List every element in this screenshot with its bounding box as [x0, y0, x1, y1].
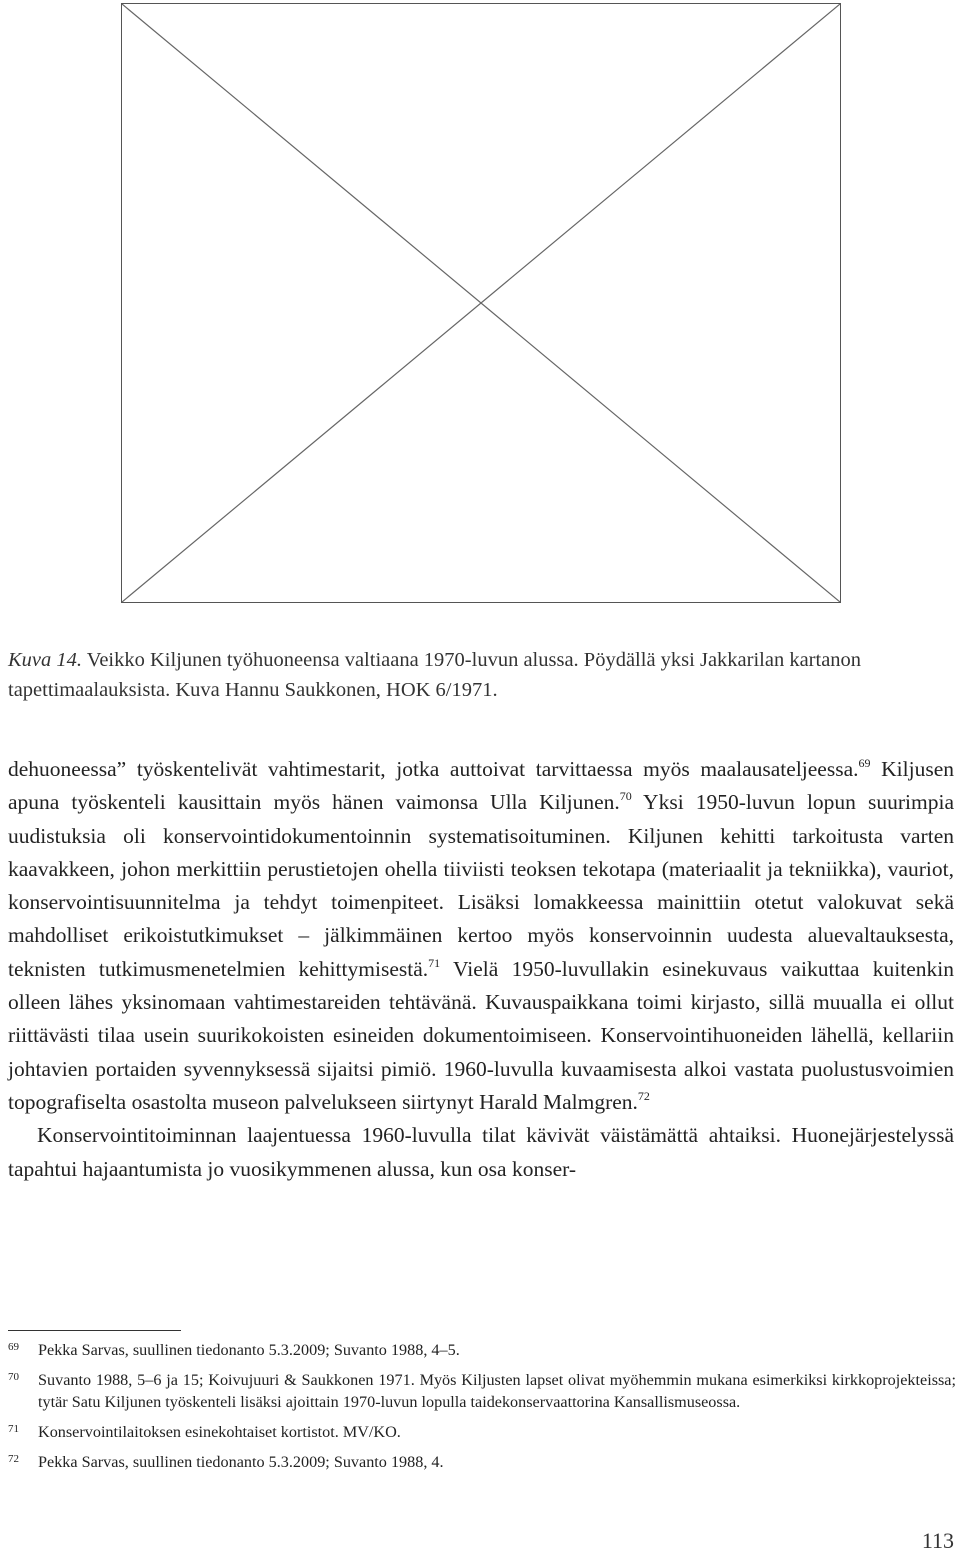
footnote-ref-70[interactable]: 70	[619, 789, 632, 804]
paragraph-2: Konservointitoiminnan laajentuessa 1960-luvulla tilat kävivät väistämättä ahtaiksi. Huonejärjestelyssä tapahtui hajaantumista jo vuosikymmenen alussa, kun osa konser-	[8, 1123, 954, 1181]
footnote-divider	[8, 1330, 181, 1331]
paragraph-1	[8, 753, 954, 1119]
footnote-ref-69[interactable]: 69	[858, 756, 871, 770]
footnote-text: Pekka Sarvas, suullinen tiedonanto 5.3.2009; Suvanto 1988, 4.	[38, 1453, 444, 1471]
figure-caption	[8, 645, 952, 705]
footnote-72	[8, 1451, 956, 1473]
footnote-69	[8, 1339, 956, 1361]
footnote-71	[8, 1421, 956, 1443]
paragraph-1-segment-1: dehuoneessa” työskentelivät vahtimestarit, jotka auttoivat tarvittaessa myös maalausateljeessa.	[8, 757, 859, 781]
footnote-text: Pekka Sarvas, suullinen tiedonanto 5.3.2009; Suvanto 1988, 4–5.	[38, 1341, 460, 1359]
page-number: 113	[921, 1528, 954, 1553]
footnote-ref-71[interactable]: 71	[428, 955, 441, 970]
figure-image-placeholder	[121, 3, 841, 603]
footnote-text: Konservointilaitoksen esinekohtaiset kortistot. MV/KO.	[38, 1423, 401, 1441]
footnote-number: 70	[8, 1371, 19, 1383]
footnote-70	[8, 1369, 956, 1413]
paragraph-1-segment-4: Vielä 1950-luvullakin esinekuvaus vaikuttaa kuitenkin olleen lähes yksinomaan vahtimestareiden tehtävänä. Kuvauspaikkana toimi kirjasto, sillä muualla ei ollut riittävästi tilaa usein suurikokoisten esineiden dokumentoimiseen. Konservointihuoneiden lähellä, kellariin johtavien portaiden syvennyksessä sijaitsi pimiö. 1960-luvulla kuvaamisesta alkoi vastata puolustusvoimien topografiselta osastolta museon palvelukseen siirtynyt Harald Malmgren.	[8, 956, 954, 1114]
paragraph-1-segment-3: Yksi 1950-luvun lopun suurimpia uudistuksia oli konservointidokumentoinnin systematisoituminen. Kiljunen kehitti tarkoitusta varten kaavakkeen, johon merkittiin perustietojen ohella tiiviisti teoksen tekotapa (materiaalit ja tekniikka), vauriot, konservointisuunnitelma ja tehdyt toimenpiteet. Lisäksi lomakkeessa mainittiin otetut valokuvat sekä mahdolliset erikoistutkimukset – jälkimmäinen kertoo myös konservoinnin uudesta aluevaltauksesta, teknisten tutkimusmenetelmien kehittymisestä.	[8, 790, 955, 981]
body-text	[8, 753, 954, 1186]
footnote-number: 72	[8, 1453, 19, 1465]
footnotes	[8, 1339, 956, 1481]
footnote-text: Suvanto 1988, 5–6 ja 15; Koivujuuri & Saukkonen 1971. Myös Kiljusten lapset olivat myöhemmin mukana esimerkiksi kirkkoprojekteissa; tytär Satu Kiljunen työskenteli lisäksi ajoittain 1970-luvun lopulla taidekonservaattorina Kansallismuseossa.	[38, 1371, 956, 1411]
caption-text: Veikko Kiljunen työhuoneensa valtiaana 1970-luvun alussa. Pöydällä yksi Jakkarilan kartanon tapettimaalauksista. Kuva Hannu Saukkonen, HOK 6/1971.	[8, 649, 862, 701]
image-placeholder-icon	[122, 4, 840, 602]
paragraph-1-segment-2: Kiljusen apuna työskenteli kausittain myös hänen vaimonsa Ulla Kiljunen.	[8, 757, 954, 815]
caption-label: Kuva 14.	[8, 649, 83, 671]
footnote-number: 71	[8, 1423, 19, 1435]
footnote-ref-72[interactable]: 72	[637, 1088, 650, 1103]
footnote-number: 69	[8, 1341, 19, 1353]
